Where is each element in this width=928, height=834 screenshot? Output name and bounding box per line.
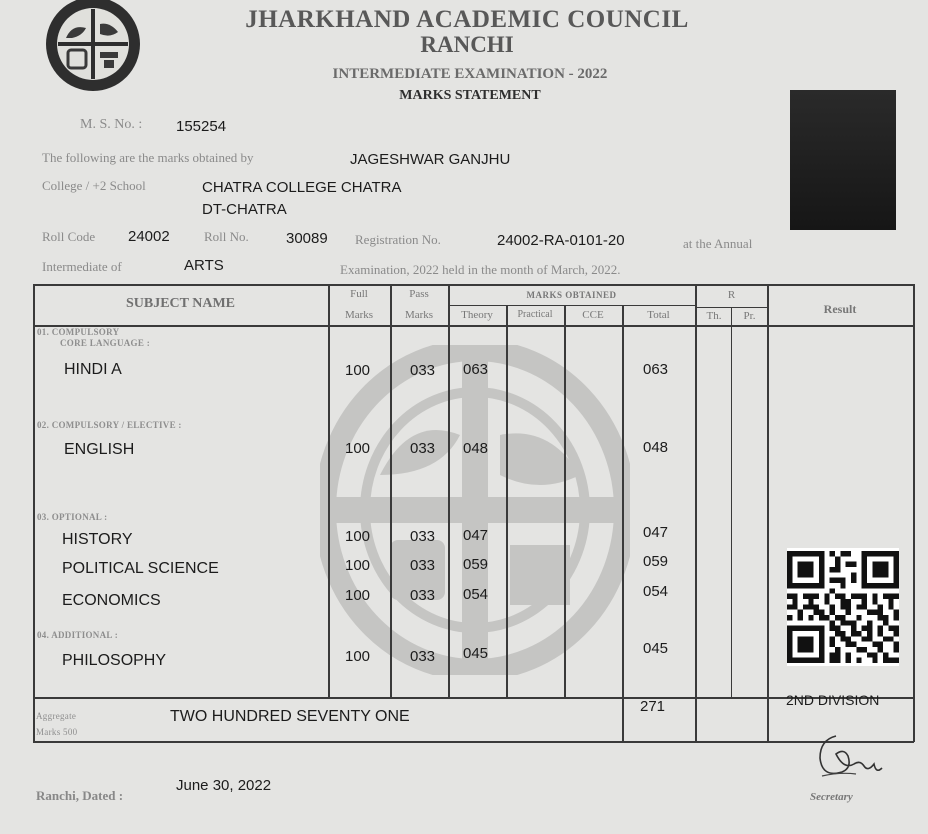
council-name: JHARKHAND ACADEMIC COUNCIL <box>245 6 689 33</box>
aggregate-words: TWO HUNDRED SEVENTY ONE <box>170 708 410 725</box>
statement-title: MARKS STATEMENT <box>399 88 541 103</box>
table-row-total: 047 <box>643 524 669 541</box>
header-r: R <box>727 289 736 301</box>
dated-label: Ranchi, Dated : <box>36 788 124 803</box>
table-row-pass: 033 <box>410 648 436 665</box>
table-row-total: 048 <box>643 439 669 456</box>
table-row-pass: 033 <box>410 528 436 545</box>
table-row-subject: ECONOMICS <box>62 592 161 609</box>
aggregate-label-2: Marks 500 <box>36 727 78 737</box>
division-result: 2ND DIVISION <box>786 692 880 708</box>
table-row-full: 100 <box>345 440 371 457</box>
header-practical: Practical <box>517 309 553 320</box>
council-city: RANCHI <box>420 32 514 57</box>
header-theory: Theory <box>461 309 493 321</box>
name-label: The following are the marks obtained by <box>42 150 254 165</box>
table-row-full: 100 <box>345 587 371 604</box>
college-label: College / +2 School <box>42 178 146 193</box>
stream-label: Intermediate of <box>42 259 122 274</box>
exam-note: Examination, 2022 held in the month of March, 2022. <box>340 262 621 277</box>
council-emblem-icon <box>42 0 144 92</box>
header-th: Th. <box>706 310 722 322</box>
table-row-subject: HINDI A <box>64 361 122 378</box>
header-total: Total <box>647 309 670 321</box>
emblem-watermark-icon <box>320 345 630 675</box>
table-row-total: 059 <box>643 553 669 570</box>
header-subject: SUBJECT NAME <box>125 296 236 311</box>
table-row-pass: 033 <box>410 587 436 604</box>
roll-code-value: 24002 <box>128 228 170 245</box>
table-row-theory: 047 <box>463 527 489 544</box>
table-row-total: 063 <box>643 361 669 378</box>
ms-no-value: 155254 <box>176 118 227 135</box>
table-row-subject: POLITICAL SCIENCE <box>62 560 219 577</box>
table-row-pass: 033 <box>410 557 436 574</box>
college-line1: CHATRA COLLEGE CHATRA <box>202 179 402 196</box>
header-pass-2: Marks <box>404 309 434 321</box>
section-additional: 04. ADDITIONAL : <box>37 630 119 640</box>
header-full-2: Marks <box>344 309 374 321</box>
registration-value: 24002-RA-0101-20 <box>497 232 625 249</box>
header-pass-1: Pass <box>409 288 429 300</box>
table-row-total: 054 <box>643 583 669 600</box>
stream-value: ARTS <box>184 257 224 274</box>
header-cce: CCE <box>582 309 604 321</box>
registration-label: Registration No. <box>355 232 441 247</box>
header-pr: Pr. <box>743 310 756 322</box>
table-row-full: 100 <box>345 362 371 379</box>
table-row-subject: ENGLISH <box>64 441 135 458</box>
issue-date: June 30, 2022 <box>176 777 272 794</box>
annual-label: at the Annual <box>683 236 753 251</box>
table-row-subject: HISTORY <box>62 531 133 548</box>
table-row-full: 100 <box>345 557 371 574</box>
table-row-full: 100 <box>345 528 371 545</box>
table-row-theory: 059 <box>463 556 489 573</box>
header-marks-obtained: MARKS OBTAINED <box>526 290 617 300</box>
student-name: JAGESHWAR GANJHU <box>350 151 511 168</box>
section-compulsory-elective: 02. COMPULSORY / ELECTIVE : <box>37 420 182 430</box>
college-line2: DT-CHATRA <box>202 201 287 218</box>
table-row-subject: PHILOSOPHY <box>62 652 167 669</box>
aggregate-total: 271 <box>640 698 666 715</box>
header-full-1: Full <box>350 288 368 300</box>
table-row-pass: 033 <box>410 362 436 379</box>
roll-no-value: 30089 <box>286 230 328 247</box>
table-row-pass: 033 <box>410 440 436 457</box>
secretary-label: Secretary <box>810 791 853 803</box>
exam-title: INTERMEDIATE EXAMINATION - 2022 <box>332 66 608 82</box>
table-row-theory: 048 <box>463 440 489 457</box>
table-row-full: 100 <box>345 648 371 665</box>
section-core-language: CORE LANGUAGE : <box>60 338 151 348</box>
roll-no-label: Roll No. <box>204 229 249 244</box>
section-optional: 03. OPTIONAL : <box>37 512 108 522</box>
table-row-total: 045 <box>643 640 669 657</box>
student-photo <box>790 90 896 230</box>
section-compulsory-core: 01. COMPULSORY <box>37 327 120 337</box>
table-row-theory: 045 <box>463 645 489 662</box>
aggregate-label-1: Aggregate <box>36 711 77 721</box>
table-row-theory: 054 <box>463 586 489 603</box>
header-result: Result <box>823 302 857 316</box>
qr-code-icon <box>787 548 899 666</box>
signature-icon <box>808 728 888 786</box>
ms-no-label: M. S. No. : <box>80 117 143 132</box>
roll-code-label: Roll Code <box>42 229 96 244</box>
table-row-theory: 063 <box>463 361 489 378</box>
